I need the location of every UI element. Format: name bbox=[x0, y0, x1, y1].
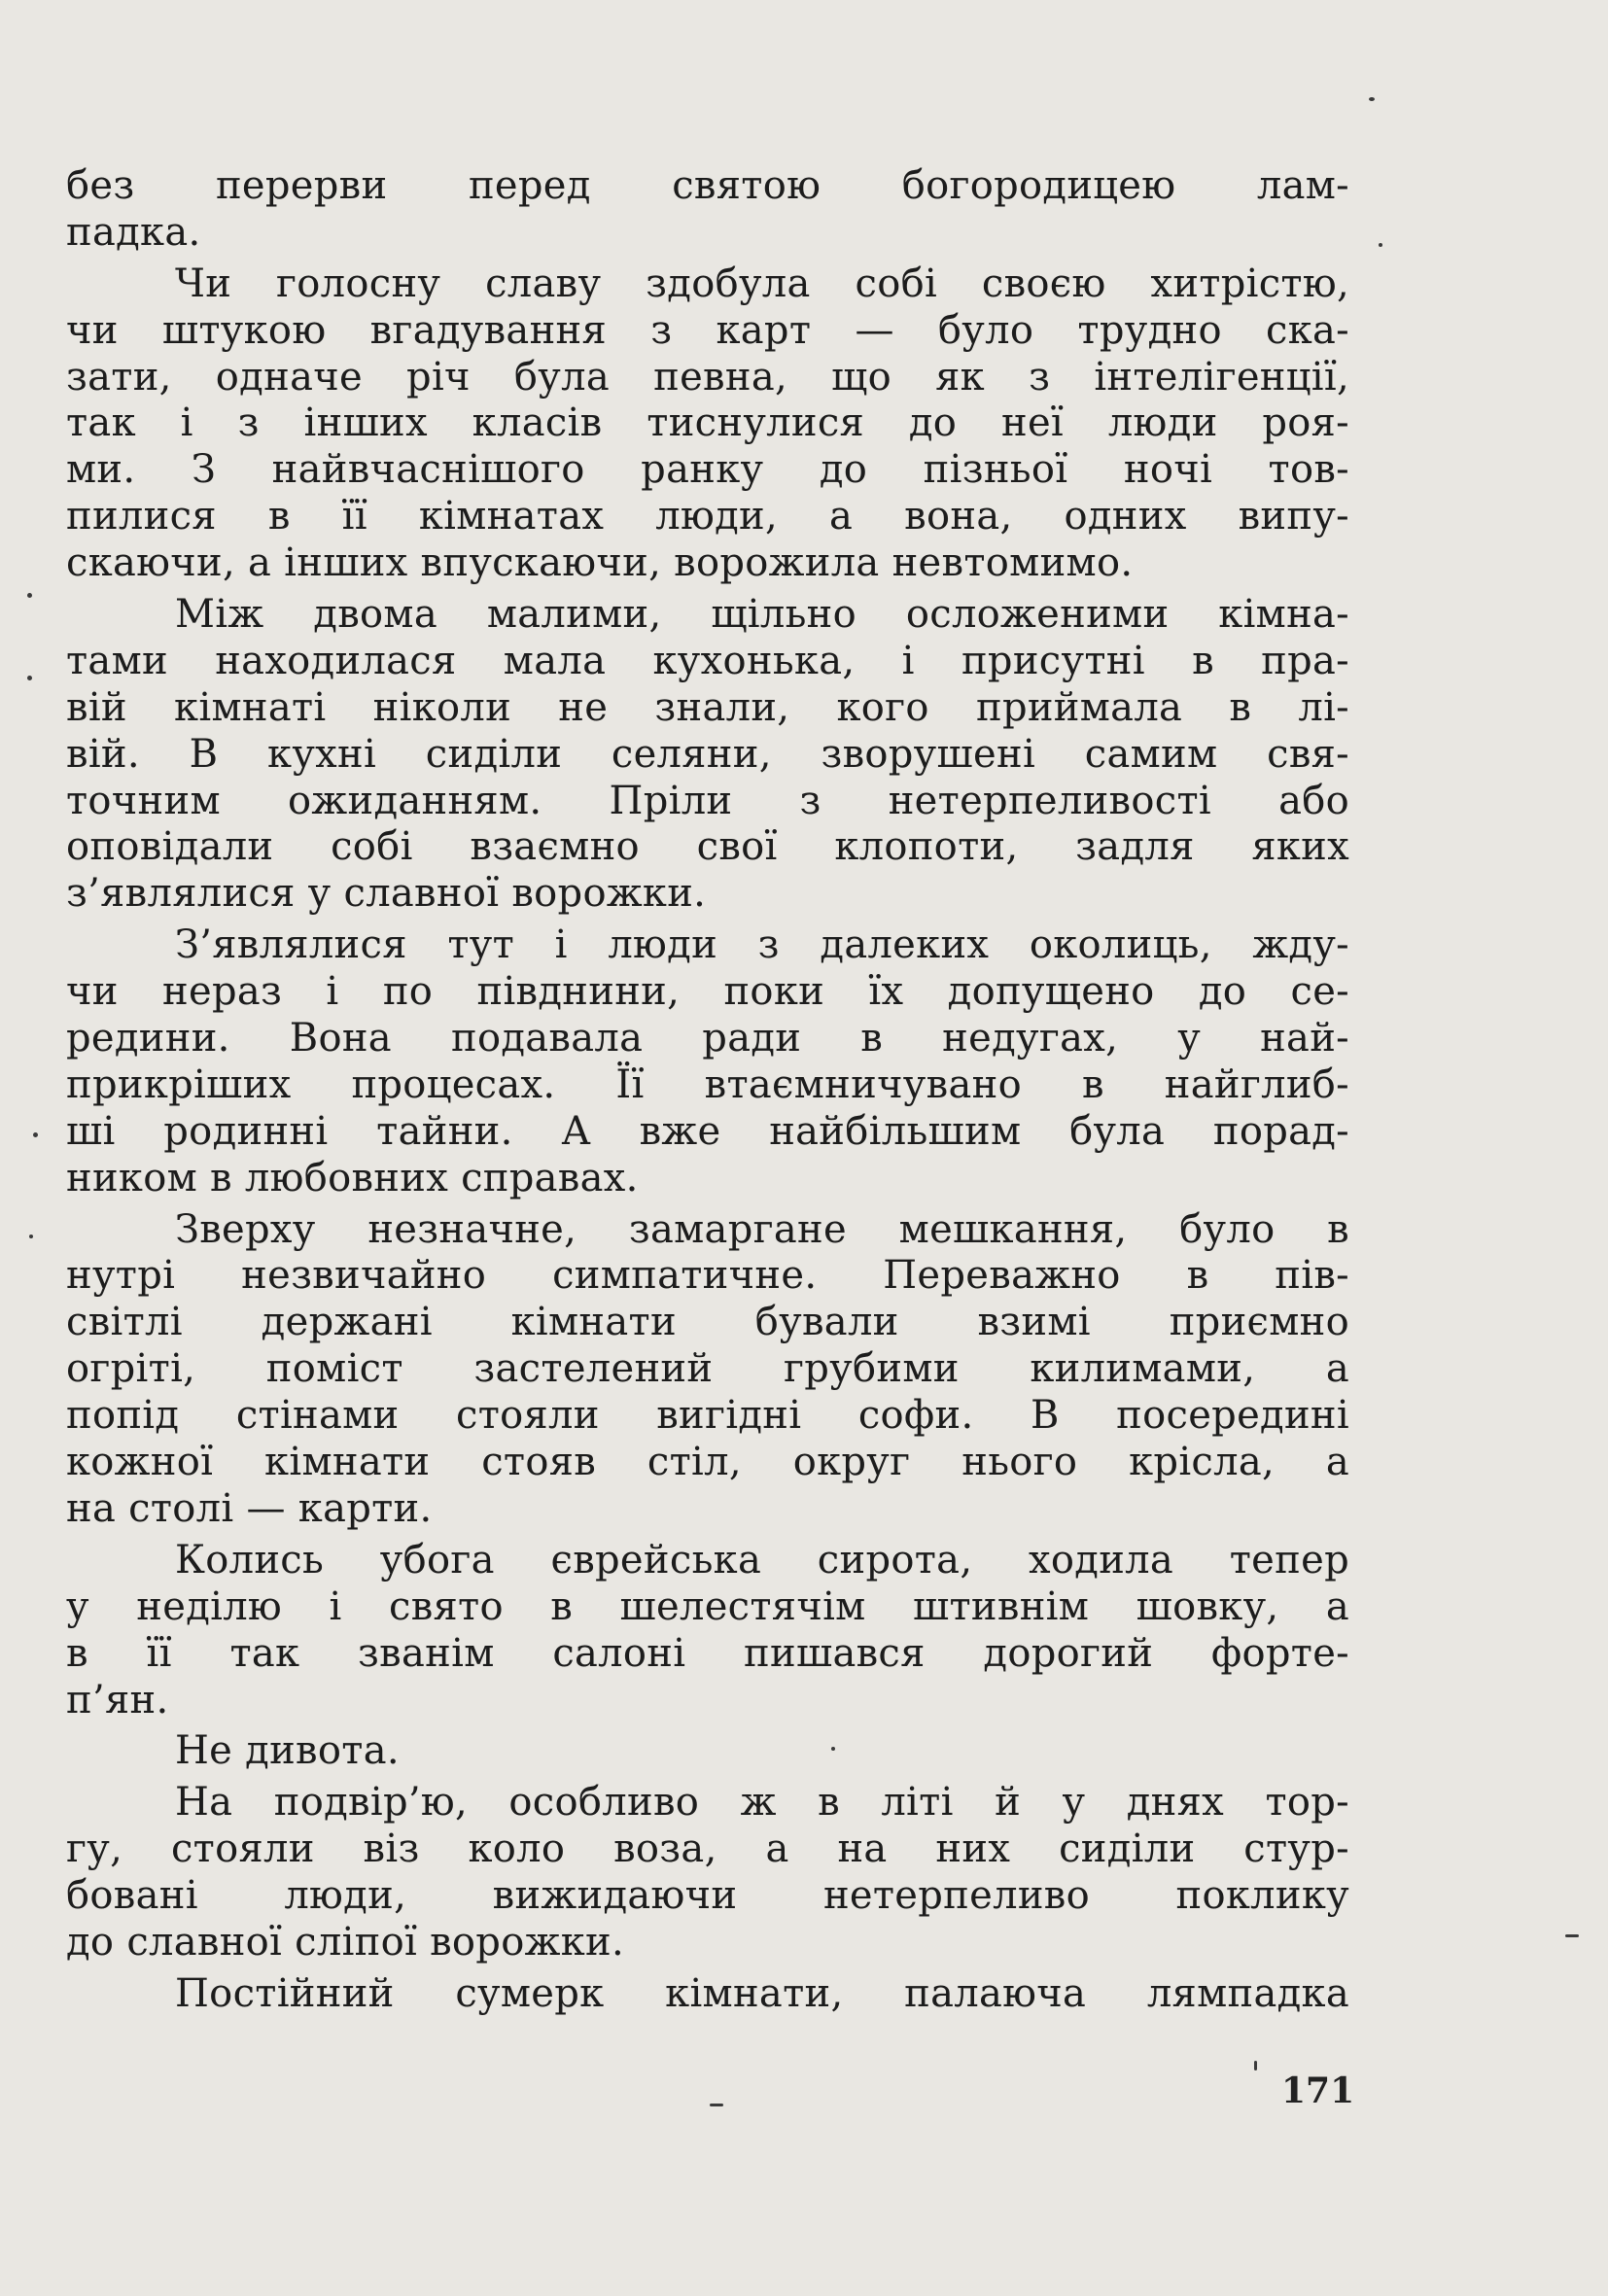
text-line: у неділю і свято в шелестячім штивнім шовку, а bbox=[66, 1583, 1349, 1629]
scan-speck bbox=[831, 1747, 835, 1751]
text-line: п’ян. bbox=[66, 1677, 169, 1722]
text-line: Чи голосну славу здобула собі своєю хитрістю, bbox=[175, 261, 1349, 306]
text-line: вій кімнаті ніколи не знали, кого приймала в лі- bbox=[66, 684, 1349, 730]
text-line: так і з інших класів тиснулися до неї люди роя- bbox=[66, 400, 1349, 446]
page-number: 171 bbox=[1281, 2070, 1355, 2111]
text-line: точним ожиданням. Пріли з нетерпеливості або bbox=[66, 778, 1349, 823]
text-line: гу, стояли віз коло воза, а на них сиділи стур- bbox=[66, 1826, 1349, 1872]
scan-speck bbox=[33, 1132, 38, 1137]
text-line: чи нераз і по півднини, поки їх допущено до се- bbox=[66, 969, 1349, 1015]
text-line: ми. З найвчаснішого ранку до пізньої ночі тов- bbox=[66, 447, 1349, 493]
text-line: Не дивота. bbox=[175, 1728, 400, 1774]
text-line: огріті, поміст застелений грубими килимами, а bbox=[66, 1346, 1349, 1392]
body-text bbox=[66, 163, 1349, 2018]
text-line: в її так званім салоні пишався дорогий форте- bbox=[66, 1630, 1349, 1676]
scan-speck bbox=[29, 1235, 33, 1238]
scan-speck bbox=[710, 2104, 723, 2106]
text-line: на столі — карти. bbox=[66, 1485, 433, 1531]
text-line: світлі держані кімнати бували взимі приємно bbox=[66, 1300, 1349, 1345]
text-line: Колись убога єврейська сирота, ходила тепер bbox=[175, 1537, 1349, 1583]
text-line: редини. Вона подавала ради в недугах, у най- bbox=[66, 1016, 1349, 1061]
scan-speck bbox=[1565, 1934, 1579, 1937]
text-line: скаючи, а інших впускаючи, ворожила невтомимо. bbox=[66, 540, 1134, 586]
text-line: Між двома малими, щільно осложеними кімна- bbox=[175, 592, 1349, 638]
text-line: пилися в її кімнатах люди, а вона, одних випу- bbox=[66, 494, 1349, 539]
scan-speck bbox=[1379, 243, 1382, 247]
text-line: прикріших процесах. Її втаємничувано в найглиб- bbox=[66, 1061, 1349, 1107]
text-line: Постійний сумерк кімнати, палаюча лямпадка bbox=[175, 1970, 1349, 2016]
text-line: оповідали собі взаємно свої клопоти, задля яких bbox=[66, 824, 1349, 870]
text-line: до славної сліпої ворожки. bbox=[66, 1919, 624, 1965]
text-line: без перерви перед святою богородицею лам- bbox=[66, 163, 1349, 208]
scan-speck bbox=[27, 593, 32, 598]
scan-speck bbox=[27, 676, 32, 680]
scan-speck bbox=[1369, 97, 1375, 101]
text-line: З’являлися тут і люди з далеких околиць, жду- bbox=[175, 922, 1349, 968]
text-line: падка. bbox=[66, 209, 201, 255]
scan-speck bbox=[1254, 2061, 1257, 2070]
text-line: кожної кімнати стояв стіл, округ нього крісла, а bbox=[66, 1440, 1349, 1485]
text-line: ші родинні тайни. А вже найбільшим була порад- bbox=[66, 1108, 1349, 1154]
text-line: зати, одначе річ була певна, що як з інтелігенції, bbox=[66, 354, 1349, 400]
text-line: бовані люди, вижидаючи нетерпеливо поклику bbox=[66, 1873, 1349, 1919]
text-line: нутрі незвичайно симпатичне. Переважно в пів- bbox=[66, 1253, 1349, 1299]
text-line: вій. В кухні сиділи селяни, зворушені самим свя- bbox=[66, 731, 1349, 777]
text-line: попід стінами стояли вигідні софи. В посередині bbox=[66, 1393, 1349, 1439]
text-line: чи штукою вгадування з карт — було трудно ска- bbox=[66, 307, 1349, 353]
text-line: ником в любовних справах. bbox=[66, 1155, 639, 1200]
text-line: з’являлися у славної ворожки. bbox=[66, 871, 707, 917]
text-line: тами находилася мала кухонька, і присутні в пра- bbox=[66, 638, 1349, 683]
text-line: На подвір’ю, особливо ж в літі й у днях тор- bbox=[175, 1780, 1349, 1826]
text-line: Зверху незначне, замаргане мешкання, було в bbox=[175, 1206, 1349, 1252]
